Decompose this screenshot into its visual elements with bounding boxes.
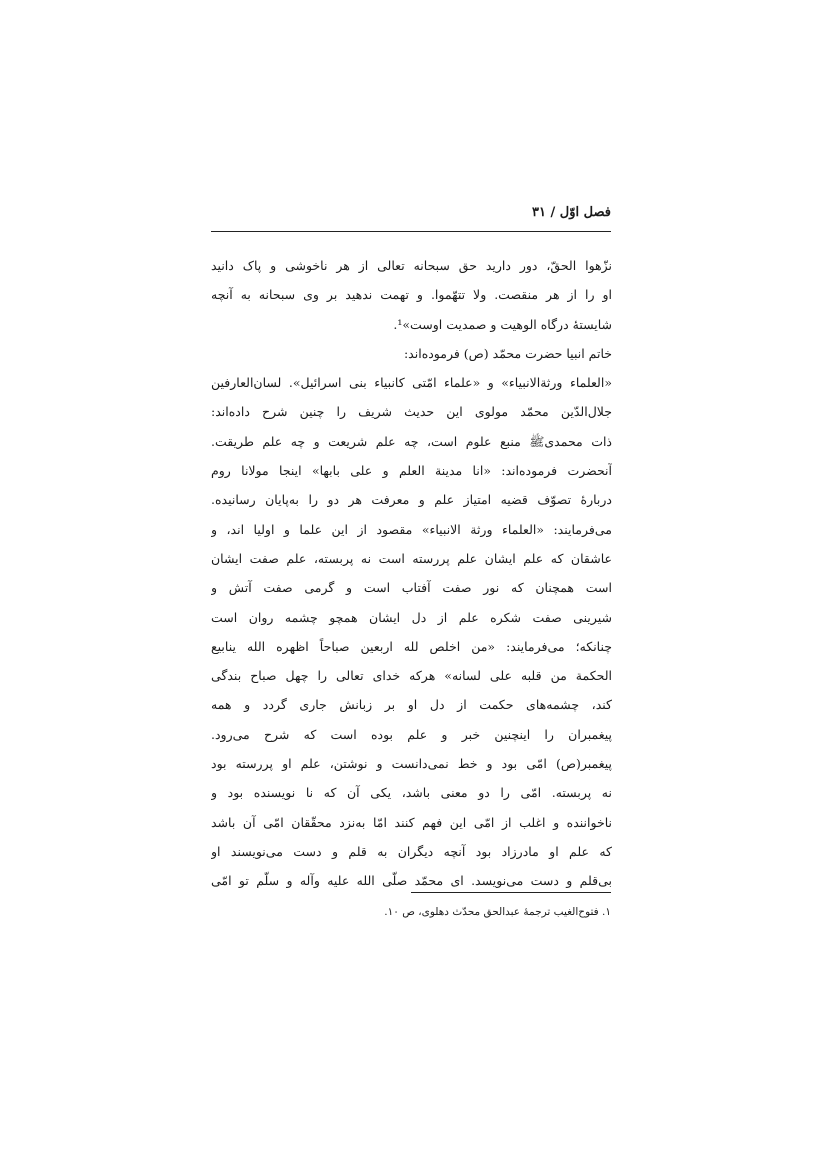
- text-line: ذات محمدیﷺ منبع علوم است، چه علم شریعت و چه علم طریقت.: [211, 433, 612, 449]
- text-line: است همچنان که نور صفت آفتاب است و گرمی صفت آتش و: [211, 580, 612, 596]
- text-line: دربارهٔ تصوّف قضیه امتیاز علم و معرفت هر دو را به‌پایان رسانیده.: [211, 492, 612, 508]
- text-line: پیغمبران را اینچنین خبر و علم بوده است که شرح می‌رود.: [211, 726, 612, 742]
- text-line: کند، چشمه‌های حکمت از دل او بر زبانش جاری گردد و همه: [211, 697, 612, 713]
- text-line: ناخواننده و اغلب از امّی این فهم کنند امّا به‌نزد محقّقان امّی آن باشد: [211, 814, 612, 830]
- text-line: «العلماء ورثة‌الانبیاء» و «علماء امّتی کانبیاء بنی اسرائیل». لسان‌العارفین: [211, 375, 612, 391]
- text-line: بی‌قلم و دست می‌نویسد. ای محمّد صلّی الله علیه وآله و سلّم تو امّی: [211, 873, 612, 889]
- text-line: نه پربسته. امّی را دو معنی باشد، یکی آن که نا نویسنده بود و: [211, 785, 612, 801]
- text-line: خاتم انبیا حضرت محمّد (ص) فرموده‌اند:: [403, 345, 612, 361]
- text-line: شایستهٔ درگاه الوهیت و صمدیت اوست»¹.: [393, 316, 612, 332]
- text-line: نزّهوا الحقّ، دور دارید حق سبحانه تعالی از هر ناخوشی و پاک دانید: [211, 258, 612, 273]
- text-line: جلال‌الدّین محمّد مولوی این حدیث شریف را چنین شرح داده‌اند:: [211, 404, 612, 420]
- body-text: [211, 251, 612, 896]
- text-line: شیرینی صفت شکره علم از دل ایشان همچو چشمه روان است: [211, 609, 612, 625]
- text-line: عاشقان که علم ایشان علم پررسته است نه پربسته، علم صفت ایشان: [211, 550, 612, 566]
- text-line: آنحضرت فرموده‌اند: «انا مدینة العلم و علی بابها» اینجا مولانا روم: [211, 463, 612, 479]
- text-line: او را از هر منقصت. ولا تتهّموا. و تهمت ندهید بر وی سبحانه به آنچه: [211, 287, 612, 303]
- running-header: فصل اوّل / ۳۱: [532, 205, 611, 220]
- text-line: الحکمة من قلبه علی لسانه» هرکه خدای تعالی را چهل صباح بندگی: [211, 668, 612, 684]
- text-line: که علم او مادرزاد بود آنچه دیگران به قلم و دست می‌نویسند او: [211, 843, 612, 859]
- header-divider: [211, 231, 611, 232]
- footnote-divider: [411, 892, 611, 893]
- text-line: چنانکه؛ می‌فرمایند: «من اخلص لله اربعین صباحاً اظهره الله ینابیع: [211, 638, 612, 654]
- text-line: پیغمبر(ص) امّی بود و خط نمی‌دانست و نوشتن، علم او پررسته بود: [211, 756, 612, 772]
- footnote: ۱. فتوح‌الغیب ترجمهٔ عبدالحق محدّث دهلوی، ص ۱۰.: [384, 906, 611, 918]
- text-line: می‌فرمایند: «العلماء ورثة الانبیاء» مقصود از این علما و اولیا اند، و: [211, 521, 612, 537]
